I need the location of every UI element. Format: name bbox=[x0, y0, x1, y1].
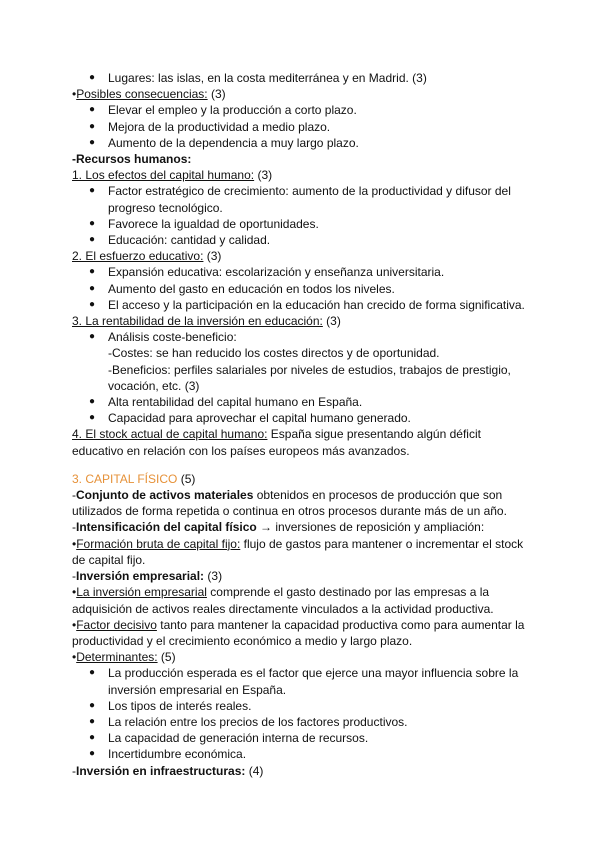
list-item-text: Los tipos de interés reales. bbox=[108, 698, 252, 713]
list-item bbox=[72, 183, 528, 215]
list-item-text: Análisis coste-beneficio: bbox=[108, 330, 237, 345]
bullet-icon: ● bbox=[89, 234, 96, 246]
paragraph-factor-decisivo bbox=[72, 617, 528, 649]
paragraph-inversion-empresarial bbox=[72, 584, 528, 616]
bullet-icon: ● bbox=[89, 331, 96, 343]
subheading-count: (4) bbox=[245, 763, 264, 778]
bold-term: Inversión empresarial: bbox=[76, 569, 205, 584]
list-item bbox=[72, 665, 528, 697]
list-item-text: Lugares: las islas, en la costa mediterránea y en Madrid. (3) bbox=[108, 71, 427, 85]
list-item bbox=[72, 297, 528, 313]
list-item bbox=[72, 698, 528, 714]
bullet-icon: ● bbox=[89, 412, 96, 424]
paragraph-text: flujo de gastos para mantener o incrementar el stock de capital fijo. bbox=[72, 536, 524, 567]
section-title-recursos-humanos bbox=[72, 151, 528, 167]
paragraph-text: → inversiones de reposición y ampliación: bbox=[256, 520, 485, 535]
subheading-posibles-consecuencias bbox=[72, 86, 528, 102]
list-item bbox=[72, 329, 528, 345]
list-item bbox=[72, 714, 528, 730]
underlined-term: La inversión empresarial bbox=[76, 585, 207, 600]
section-gap bbox=[72, 459, 528, 471]
underlined-term: Formación bruta de capital fijo: bbox=[76, 536, 241, 551]
subheading-count: (3) bbox=[203, 249, 222, 264]
section-title-count: (5) bbox=[177, 471, 196, 486]
paragraph-text: obtenidos en procesos de producción que son utilizados de forma repetida o continua en otros procesos durante más de un año. bbox=[72, 488, 507, 519]
list-item-text: Elevar el empleo y la producción a corto plazo. bbox=[108, 103, 357, 118]
dash-marker: - bbox=[72, 488, 76, 503]
dot-marker: • bbox=[72, 87, 77, 102]
dot-marker: • bbox=[72, 650, 77, 665]
bullet-icon: ● bbox=[89, 136, 96, 148]
bold-term: Inversión en infraestructuras: bbox=[76, 763, 246, 778]
paragraph-text: comprende el gasto destinado por las empresas a la adquisición de activos reales directamente vinculados a la actividad productiva. bbox=[72, 585, 494, 616]
bullet-icon: ● bbox=[89, 699, 96, 711]
subheading-text: 1. Los efectos del capital humano: bbox=[72, 168, 255, 183]
subheading-inversion-empresarial bbox=[72, 568, 528, 584]
underlined-term: Factor decisivo bbox=[76, 617, 157, 632]
dash-marker: - bbox=[72, 569, 76, 584]
list-item-text: Alta rentabilidad del capital humano en España. bbox=[108, 395, 363, 410]
subheading-count: (3) bbox=[207, 87, 226, 102]
list-item bbox=[72, 264, 528, 280]
list-item bbox=[72, 119, 528, 135]
bold-term: Intensificación del capital físico bbox=[76, 520, 257, 535]
paragraph-text: España sigue presentando algún déficit educativo en relación con los países europeos más avanzados. bbox=[72, 427, 481, 458]
subheading-esfuerzo bbox=[72, 248, 528, 264]
list-item bbox=[72, 730, 528, 746]
list-item bbox=[72, 281, 528, 297]
paragraph-stock bbox=[72, 426, 528, 458]
list-item-text: La relación entre los precios de los factores productivos. bbox=[108, 714, 408, 729]
subheading-efectos bbox=[72, 167, 528, 183]
bullet-icon: ● bbox=[89, 120, 96, 132]
list-item bbox=[72, 232, 528, 248]
subheading-rentabilidad bbox=[72, 313, 528, 329]
list-item-text: La capacidad de generación interna de recursos. bbox=[108, 731, 369, 746]
list-item bbox=[72, 216, 528, 232]
list-item-text: Aumento de la dependencia a muy largo plazo. bbox=[108, 135, 359, 150]
list-item bbox=[72, 746, 528, 762]
subheading-text: 2. El esfuerzo educativo: bbox=[72, 249, 204, 264]
underlined-term: Determinantes: bbox=[76, 650, 158, 665]
dash-marker: - bbox=[72, 763, 76, 778]
bullet-icon: ● bbox=[89, 715, 96, 727]
list-item bbox=[72, 102, 528, 118]
list-item bbox=[72, 135, 528, 151]
paragraph-text: tanto para mantener la capacidad productiva como para aumentar la productividad y el crecimiento económico a medio y largo plazo. bbox=[72, 617, 525, 648]
subheading-count: (5) bbox=[157, 650, 176, 665]
list-item-text: Aumento del gasto en educación en todos los niveles. bbox=[108, 281, 395, 296]
list-item-text: Mejora de la productividad a medio plazo. bbox=[108, 119, 331, 134]
bullet-icon: ● bbox=[89, 748, 96, 760]
list-item-text: Educación: cantidad y calidad. bbox=[108, 233, 271, 248]
subheading-count: (3) bbox=[322, 314, 341, 329]
list-item-text: Expansión educativa: escolarización y enseñanza universitaria. bbox=[108, 265, 445, 280]
document-body bbox=[72, 70, 528, 779]
bullet-icon: ● bbox=[89, 217, 96, 229]
dot-marker: • bbox=[72, 536, 77, 551]
subheading-count: (3) bbox=[204, 569, 223, 584]
subheading-text: 3. La rentabilidad de la inversión en educación: bbox=[72, 314, 323, 329]
dot-marker: • bbox=[72, 585, 77, 600]
subheading-text: Posibles consecuencias: bbox=[76, 87, 208, 102]
dash-marker: - bbox=[72, 152, 76, 167]
list-item-text: Favorece la igualdad de oportunidades. bbox=[108, 216, 319, 231]
list-item-text: El acceso y la participación en la educación han crecido de forma significativa. bbox=[108, 297, 525, 312]
section-title-capital-fisico bbox=[72, 471, 528, 487]
list-item-text: La producción esperada es el factor que ejerce una mayor influencia sobre la inversión empresarial en España. bbox=[108, 666, 519, 697]
bullet-icon: ● bbox=[89, 396, 96, 408]
bullet-icon: ● bbox=[89, 266, 96, 278]
list-item-text: Capacidad para aprovechar el capital humano generado. bbox=[108, 411, 411, 426]
bullet-icon: ● bbox=[89, 282, 96, 294]
section-title-text: 3. CAPITAL FÍSICO bbox=[72, 471, 178, 486]
paragraph-activos bbox=[72, 487, 528, 519]
paragraph-intensificacion bbox=[72, 519, 528, 535]
bullet-icon: ● bbox=[89, 104, 96, 116]
subheading-determinantes bbox=[72, 649, 528, 665]
subheading-text: 4. El stock actual de capital humano: bbox=[72, 427, 268, 442]
list-item bbox=[72, 70, 528, 86]
bullet-icon: ● bbox=[89, 667, 96, 679]
bullet-icon: ● bbox=[89, 298, 96, 310]
section-title-text: Recursos humanos: bbox=[76, 152, 192, 167]
list-item-text: Incertidumbre económica. bbox=[108, 747, 247, 762]
list-item-text: Factor estratégico de crecimiento: aumento de la productividad y difusor del progreso tecnológico. bbox=[108, 184, 511, 215]
dot-marker: • bbox=[72, 617, 77, 632]
bullet-icon: ● bbox=[89, 185, 96, 197]
bold-term: Conjunto de activos materiales bbox=[76, 488, 254, 503]
sub-item-costes: -Costes: se han reducido los costes directos y de oportunidad. bbox=[108, 346, 440, 361]
sub-item-beneficios: -Beneficios: perfiles salariales por niveles de estudios, trabajos de prestigio, vocación, etc. (3) bbox=[108, 362, 511, 393]
list-item bbox=[72, 394, 528, 410]
subheading-infraestructuras bbox=[72, 763, 528, 779]
dash-marker: - bbox=[72, 520, 76, 535]
bullet-icon: ● bbox=[89, 732, 96, 744]
bullet-icon: ● bbox=[89, 72, 96, 83]
subheading-count: (3) bbox=[254, 168, 273, 183]
paragraph-formacion-bruta bbox=[72, 536, 528, 568]
list-item bbox=[72, 410, 528, 426]
